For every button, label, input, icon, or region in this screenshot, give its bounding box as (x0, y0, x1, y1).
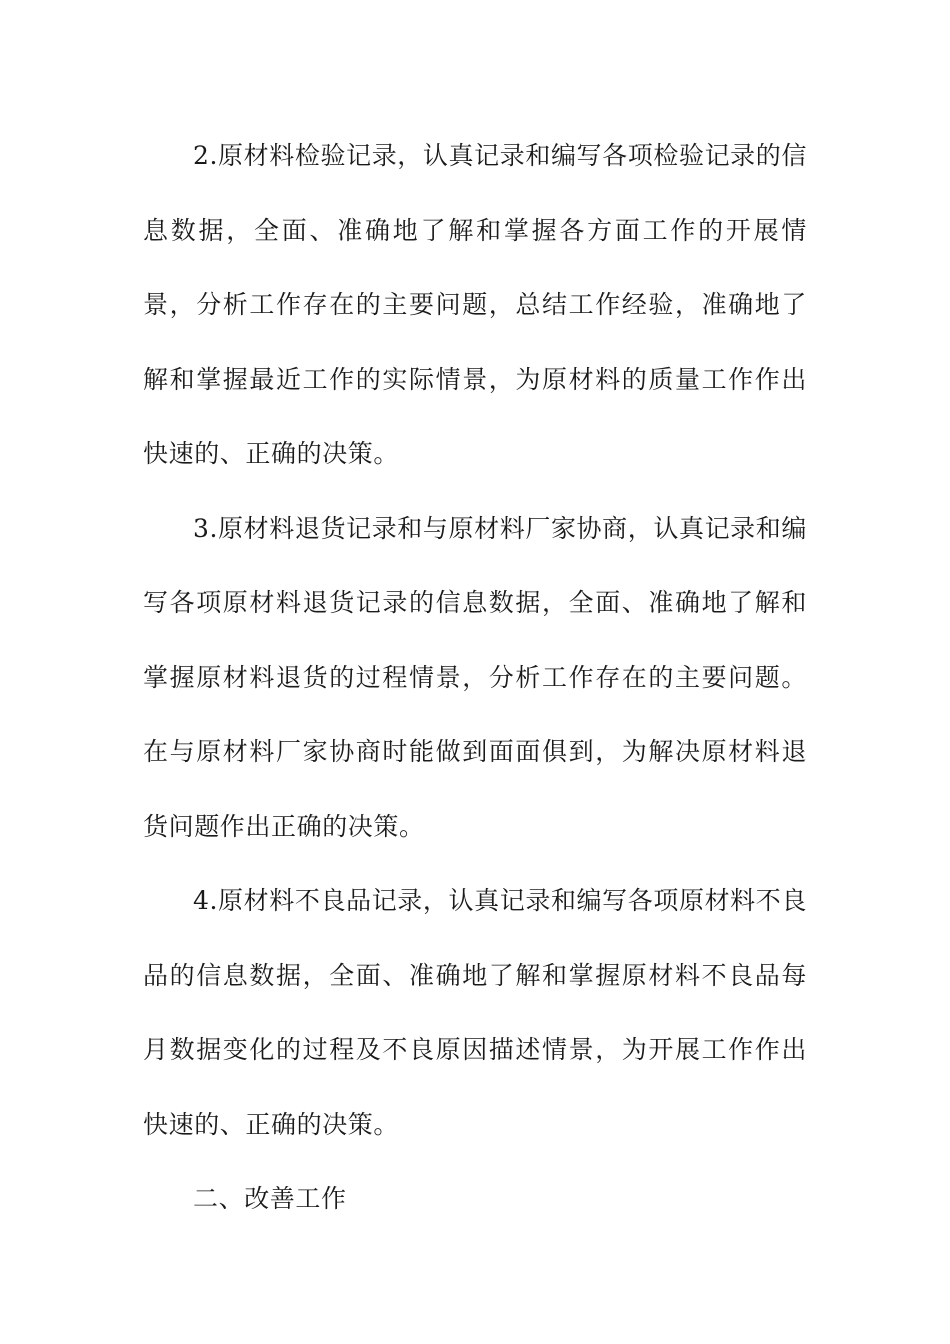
paragraph-item-4: 4.原材料不良品记录，认真记录和编写各项原材料不良品的信息数据，全面、准确地了解和掌握原材料不良品每月数据变化的过程及不良原因描述情景，为开展工作作出快速的、正确的决策。 (143, 886, 807, 1139)
document-body (143, 119, 807, 1237)
paragraph-item-3: 3.原材料退货记录和与原材料厂家协商，认真记录和编写各项原材料退货记录的信息数据，全面、准确地了解和掌握原材料退货的过程情景，分析工作存在的主要问题。在与原材料厂家协商时能做到面面俱到，为解决原材料退货问题作出正确的决策。 (143, 513, 807, 841)
section-heading: 二、改善工作 (193, 1184, 347, 1213)
paragraph-item-2: 2.原材料检验记录，认真记录和编写各项检验记录的信息数据，全面、准确地了解和掌握各方面工作的开展情景，分析工作存在的主要问题，总结工作经验，准确地了解和掌握最近工作的实际情景，为原材料的质量工作作出快速的、正确的决策。 (143, 141, 807, 468)
